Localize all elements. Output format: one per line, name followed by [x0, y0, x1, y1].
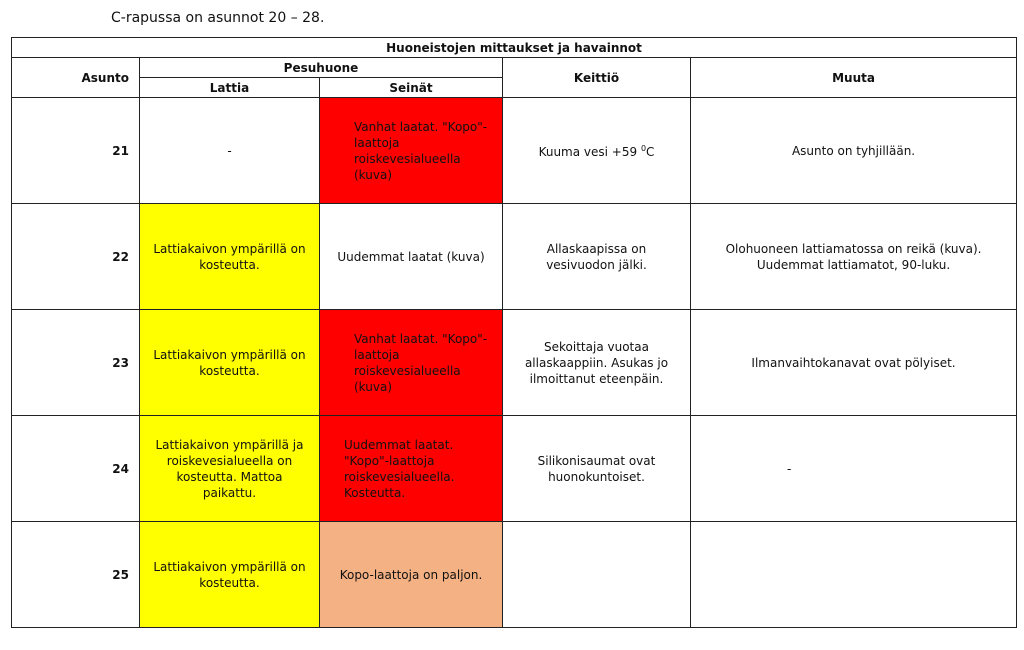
- cell-muuta: -: [691, 416, 1017, 522]
- cell-keittio: [503, 522, 691, 628]
- header-pesuhuone: Pesuhuone: [140, 58, 503, 78]
- apartment-number: 25: [12, 522, 140, 628]
- table-row-25: [12, 522, 1017, 628]
- header-muuta: Muuta: [691, 58, 1017, 98]
- cell-muuta: Olohuoneen lattiamatossa on reikä (kuva). Uudemmat lattiamatot, 90-luku.: [691, 204, 1017, 310]
- apartment-number: 24: [12, 416, 140, 522]
- keittio-superscript: 0: [640, 144, 647, 153]
- table-row-24: [12, 416, 1017, 522]
- header-seinat: Seinät: [320, 78, 503, 98]
- cell-seinat: Vanhat laatat. "Kopo"-laattoja roiskevesialueella (kuva): [320, 98, 503, 204]
- cell-keittio: [503, 98, 691, 204]
- cell-seinat: Uudemmat laatat (kuva): [320, 204, 503, 310]
- header-lattia: Lattia: [140, 78, 320, 98]
- table-row-23: [12, 310, 1017, 416]
- cell-seinat: Kopo-laattoja on paljon.: [320, 522, 503, 628]
- cell-keittio: Allaskaapissa on vesivuodon jälki.: [503, 204, 691, 310]
- cell-lattia: Lattiakaivon ympärillä on kosteutta.: [140, 522, 320, 628]
- cell-muuta: [691, 522, 1017, 628]
- cell-seinat: Uudemmat laatat. "Kopo"-laattoja roiskevesialueella. Kosteutta.: [320, 416, 503, 522]
- cell-seinat: Vanhat laatat. "Kopo"-laattoja roiskevesialueella (kuva): [320, 310, 503, 416]
- measurements-table: [11, 37, 1017, 628]
- intro-text: C-rapussa on asunnot 20 – 28.: [111, 10, 325, 26]
- header-keittio: Keittiö: [503, 58, 691, 98]
- header-asunto: Asunto: [12, 58, 140, 98]
- keittio-unit: C: [646, 145, 655, 159]
- apartment-number: 21: [12, 98, 140, 204]
- table-row-21: [12, 98, 1017, 204]
- cell-keittio: Silikonisaumat ovat huonokuntoiset.: [503, 416, 691, 522]
- cell-keittio: Sekoittaja vuotaa allaskaappiin. Asukas jo ilmoittanut eteenpäin.: [503, 310, 691, 416]
- cell-lattia: Lattiakaivon ympärillä ja roiskevesialueella on kosteutta. Mattoa paikattu.: [140, 416, 320, 522]
- cell-lattia: Lattiakaivon ympärillä on kosteutta.: [140, 204, 320, 310]
- table-row-22: [12, 204, 1017, 310]
- apartment-number: 22: [12, 204, 140, 310]
- cell-muuta: Ilmanvaihtokanavat ovat pölyiset.: [691, 310, 1017, 416]
- cell-lattia: Lattiakaivon ympärillä on kosteutta.: [140, 310, 320, 416]
- apartment-number: 23: [12, 310, 140, 416]
- table-title: Huoneistojen mittaukset ja havainnot: [12, 38, 1017, 58]
- cell-muuta: Asunto on tyhjillään.: [691, 98, 1017, 204]
- cell-lattia: -: [140, 98, 320, 204]
- keittio-text: Kuuma vesi +59: [538, 145, 641, 159]
